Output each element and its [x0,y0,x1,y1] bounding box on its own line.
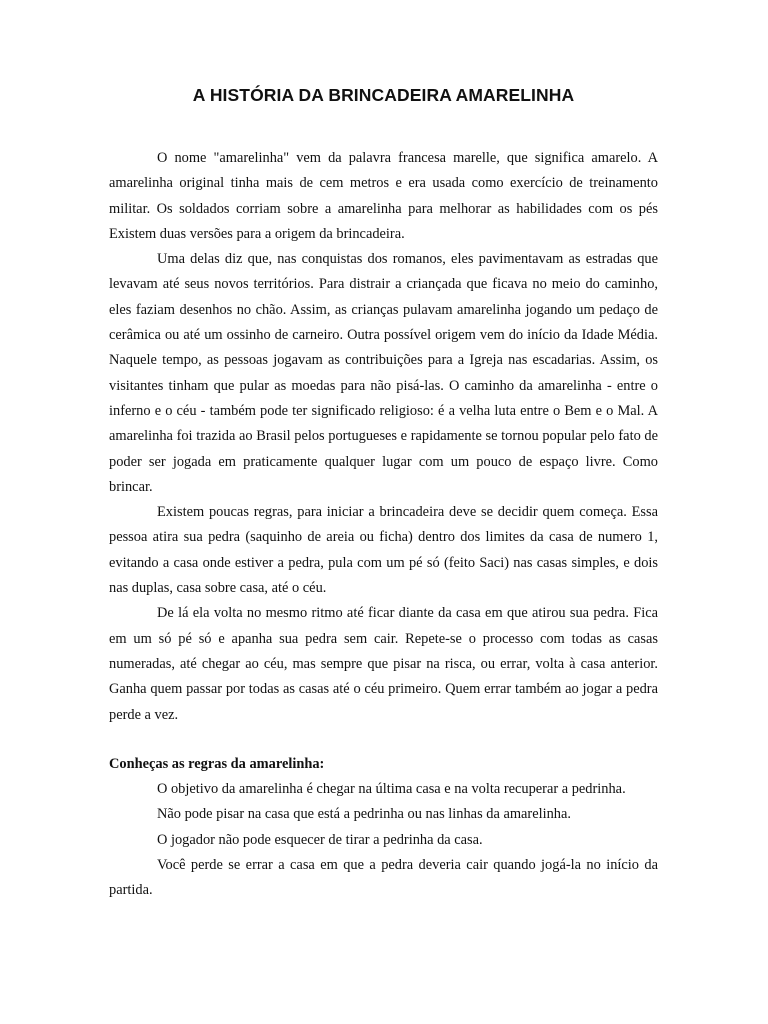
history-section [109,146,658,728]
paragraph-3: Existem poucas regras, para iniciar a brincadeira deve se decidir quem começa. Essa pessoa atira sua pedra (saquinho de areia ou ficha) dentro dos limites da casa de numero 1, evitando a casa onde estiver a pedra, pula com um pé só (feito Saci) nas casas simples, e dois nas duplas, casa sobre casa, até o céu. [109,504,658,597]
rule-item: Não pode pisar na casa que está a pedrinha ou nas linhas da amarelinha. [157,806,571,823]
paragraph-2: Uma delas diz que, nas conquistas dos romanos, eles pavimentavam as estradas que levavam até seus novos territórios. Para distrair a criançada que ficava no meio do caminho, eles faziam desenhos no chão. Assim, as crianças pulavam amarelinha jogando um pedaço de cerâmica ou até um ossinho de carneiro. Outra possível origem vem do início da Idade Média. Naquele tempo, as pessoas jogavam as contribuições para a Igreja nas escadarias. Assim, os visitantes tinham que pular as moedas para não pisá-las. O caminho da amarelinha - entre o inferno e o céu - também pode ter significado religioso: é a velha luta entre o Bem e o Mal. A amarelinha foi trazida ao Brasil pelos portugueses e rapidamente se tornou popular pelo fato de poder ser jogada em praticamente qualquer lugar com um pouco de espaço livre. Como brincar. [109,251,658,495]
rule-item: O objetivo da amarelinha é chegar na última casa e na volta recuperar a pedrinha. [157,781,626,798]
rules-section [109,752,658,904]
rule-item: Você perde se errar a casa em que a pedra deveria cair quando jogá-la no início da partida. [109,857,658,899]
paragraph-4: De lá ela volta no mesmo ritmo até ficar diante da casa em que atirou sua pedra. Fica em um só pé só e apanha sua pedra sem cair. Repete-se o processo com todas as casas numeradas, até chegar ao céu, mas sempre que pisar na risca, ou errar, volta à casa anterior. Ganha quem passar por todas as casas até o céu primeiro. Quem errar também ao jogar a pedra perde a vez. [109,605,658,723]
rules-heading: Conheças as regras da amarelinha: [109,755,325,772]
document-page [109,84,658,904]
paragraph-1: O nome "amarelinha" vem da palavra francesa marelle, que significa amarelo. A amarelinha original tinha mais de cem metros e era usada como exercício de treinamento militar. Os soldados corriam sobre a amarelinha para melhorar as habilidades com os pés Existem duas versões para a origem da brincadeira. [109,150,658,242]
page-title: A HISTÓRIA DA BRINCADEIRA AMARELINHA [192,85,575,105]
rule-item: O jogador não pode esquecer de tirar a pedrinha da casa. [157,831,483,848]
